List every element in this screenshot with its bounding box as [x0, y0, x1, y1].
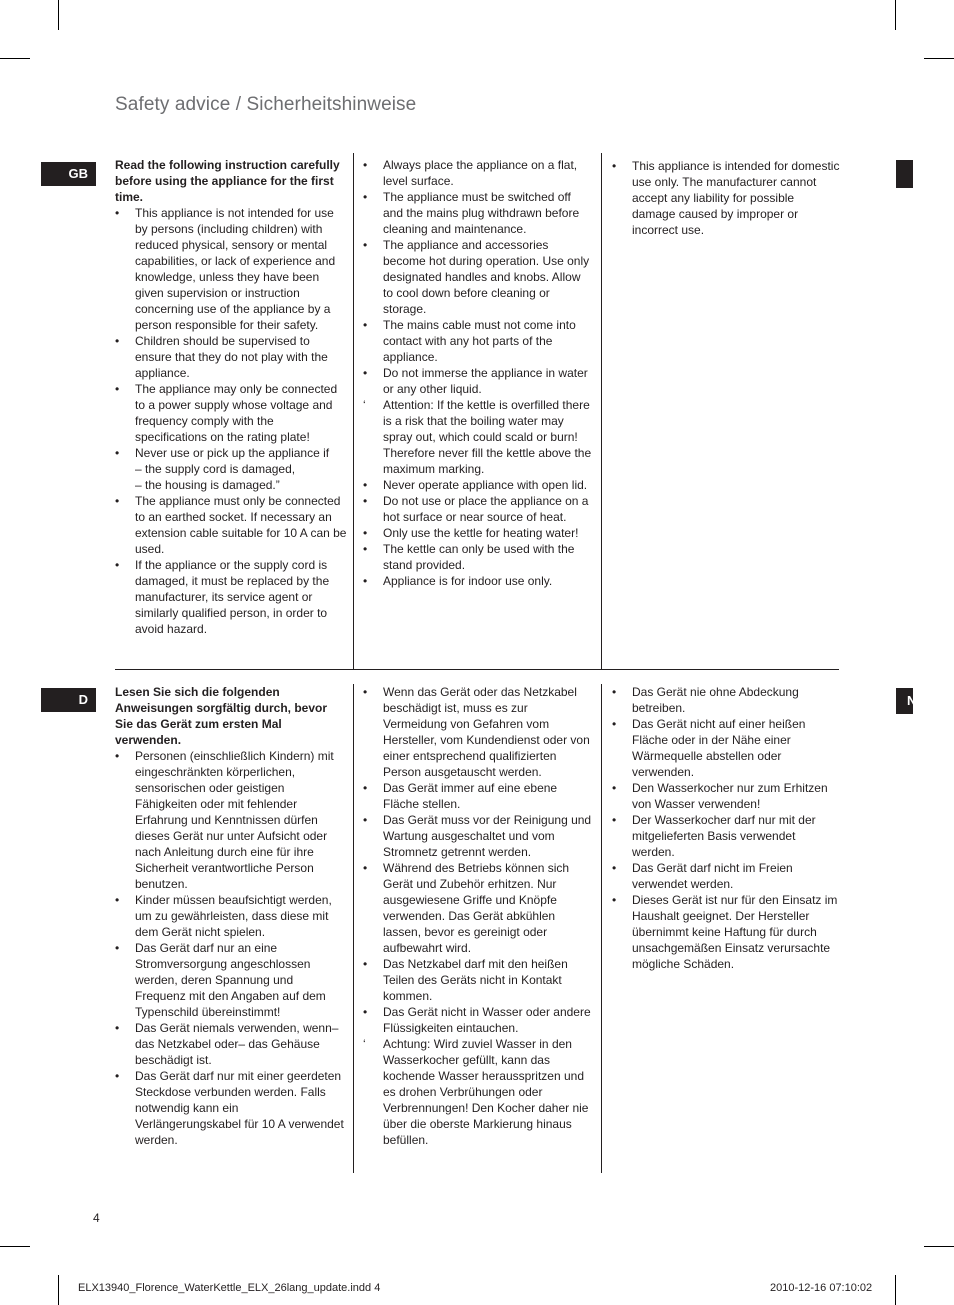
- list-item: [115, 892, 347, 940]
- list-item: [612, 158, 840, 238]
- crop-mark: [0, 58, 30, 59]
- list-item: [363, 157, 593, 189]
- list-item-text: Der Wasserkocher darf nur mit der mitgelieferten Basis verwendet werden.: [632, 813, 816, 859]
- list-item-text: This appliance is not intended for use by persons (including children) with reduced physical, sensory or mental capabilities, or lack of experience and knowledge, unless they have been given supervision or instruction concerning use of the appliance by a person responsible for their safety.: [135, 206, 336, 332]
- crop-mark: [58, 1275, 59, 1305]
- d-intro-heading: Lesen Sie sich die folgenden Anweisungen sorgfältig durch, bevor Sie das Gerät zum ersten Mal verwenden.: [115, 685, 328, 747]
- edge-tab-gb: [896, 160, 913, 188]
- list-item: [363, 573, 593, 589]
- list-item: [115, 940, 347, 1020]
- list-item: [363, 860, 593, 956]
- list-item-text: Das Gerät muss vor der Reinigung und Wartung ausgeschaltet und vom Stromnetz getrennt werden.: [383, 813, 592, 859]
- list-item: [363, 317, 593, 365]
- bullet-marker: •: [363, 781, 368, 795]
- bullet-marker: •: [363, 574, 368, 588]
- list-item-text: Das Gerät niemals verwenden, wenn– das Netzkabel oder– das Gehäuse beschädigt ist.: [135, 1021, 339, 1067]
- gb-column-3: [612, 158, 840, 238]
- gb-col3-list: [612, 158, 840, 238]
- list-item-text: Das Gerät immer auf eine ebene Fläche stellen.: [383, 781, 558, 811]
- list-item-text: Personen (einschließlich Kindern) mit eingeschränkten körperlichen, sensorischen oder geistigen Fähigkeiten oder mit fehlender Erfahrung und Kenntnissen dürfen dieses Gerät nur unter Aufsicht oder nach Anleitung durch eine für ihre Sicherheit verantwortliche Person benutzen.: [135, 749, 334, 891]
- bullet-marker: •: [363, 526, 368, 540]
- d-column-2: [363, 684, 593, 1148]
- bullet-marker: •: [363, 158, 368, 172]
- list-item: [115, 748, 347, 892]
- list-item: [363, 477, 593, 493]
- list-item: [612, 892, 840, 972]
- bullet-marker: ‘: [363, 398, 366, 412]
- list-item-text: Das Gerät nicht in Wasser oder andere Flüssigkeiten eintauchen.: [383, 1005, 591, 1035]
- list-item: [115, 1020, 347, 1068]
- list-item: [612, 684, 840, 716]
- list-item: [363, 956, 593, 1004]
- gb-col1-list: [115, 205, 347, 637]
- list-item-text: The appliance must only be connected to an earthed socket. If necessary an extension cable suitable for 10 A can be used.: [135, 494, 347, 556]
- d-column-1: [115, 684, 347, 1148]
- crop-mark: [0, 1246, 30, 1247]
- bullet-marker: •: [363, 861, 368, 875]
- bullet-marker: •: [115, 941, 120, 955]
- bullet-marker: •: [612, 893, 617, 907]
- bullet-marker: •: [115, 334, 120, 348]
- list-item-text: The kettle can only be used with the stand provided.: [383, 542, 575, 572]
- list-item-text: If the appliance or the supply cord is damaged, it must be replaced by the manufacturer, its service agent or similarly qualified person, in order to avoid hazard.: [135, 558, 330, 636]
- list-item-text: Während des Betriebs können sich Gerät und Zubehör erhitzen. Nur ausgewiesene Griffe und Knöpfe verwenden. Das Gerät abkühlen lassen, bevor es gereinigt oder aufbewahrt wird.: [383, 861, 570, 955]
- gb-col2-list: [363, 157, 593, 589]
- list-item-text: Wenn das Gerät oder das Netzkabel beschädigt ist, muss es zur Vermeidung von Gefahren vom Hersteller, vom Kundendienst oder von einer entsprechend qualifizierten Person ausgetauscht werden.: [383, 685, 590, 779]
- list-item-text: The mains cable must not come into contact with any hot parts of the appliance.: [383, 318, 576, 364]
- section-divider: [115, 669, 839, 670]
- list-item-text: Do not immerse the appliance in water or any other liquid.: [383, 366, 588, 396]
- list-item-text: Das Gerät darf nur an eine Stromversorgung angeschlossen werden, deren Spannung und Frequenz mit den Angaben auf dem Typenschild übereinstimmt!: [135, 941, 326, 1019]
- list-item: [612, 860, 840, 892]
- crop-mark: [895, 1275, 896, 1305]
- bullet-marker: •: [612, 861, 617, 875]
- list-item-text: Das Gerät nicht auf einer heißen Fläche oder in der Nähe einer Wärmequelle abstellen oder verwenden.: [632, 717, 806, 779]
- language-badge-gb: GB: [41, 162, 96, 186]
- bullet-marker: •: [363, 1005, 368, 1019]
- list-item-text: The appliance and accessories become hot during operation. Use only designated handles and knobs. Allow to cool down before cleaning or storage.: [383, 238, 590, 316]
- list-item-text: Das Netzkabel darf mit den heißen Teilen des Geräts nicht in Kontakt kommen.: [383, 957, 568, 1003]
- bullet-marker: •: [363, 366, 368, 380]
- list-item-text: Kinder müssen beaufsichtigt werden, um zu gewährleisten, dass diese mit dem Gerät nicht spielen.: [135, 893, 332, 939]
- d-col3-list: [612, 684, 840, 972]
- list-item-text: The appliance may only be connected to a power supply whose voltage and frequency comply with the specifications on the rating plate!: [135, 382, 338, 444]
- d-col1-list: [115, 748, 347, 1148]
- list-item-text: Do not use or place the appliance on a hot surface or near source of heat.: [383, 494, 589, 524]
- list-item: [363, 365, 593, 397]
- bullet-marker: •: [363, 685, 368, 699]
- list-item-text: Dieses Gerät ist nur für den Einsatz im Haushalt geeignet. Der Hersteller übernimmt keine Haftung für durch unsachgemäßen Einsatz verursachte mögliche Schäden.: [632, 893, 838, 971]
- bullet-marker: •: [363, 542, 368, 556]
- bullet-marker: •: [115, 893, 120, 907]
- list-item-text: Children should be supervised to ensure that they do not play with the appliance.: [135, 334, 328, 380]
- gb-intro-heading: Read the following instruction carefully before using the appliance for the first time.: [115, 158, 340, 204]
- list-item: [612, 780, 840, 812]
- language-badge-d: D: [41, 688, 96, 712]
- bullet-marker: •: [363, 478, 368, 492]
- crop-mark: [924, 1246, 954, 1247]
- crop-mark: [924, 58, 954, 59]
- bullet-marker: •: [363, 190, 368, 204]
- gb-column-1: [115, 157, 347, 637]
- list-item-text: Das Gerät darf nicht im Freien verwendet werden.: [632, 861, 793, 891]
- bullet-marker: •: [115, 446, 120, 460]
- list-item-text: Never use or pick up the appliance if – the supply cord is damaged, – the housing is damaged.”: [135, 446, 330, 492]
- bullet-marker: •: [115, 206, 120, 220]
- bullet-marker: •: [115, 1021, 120, 1035]
- bullet-marker: •: [612, 717, 617, 731]
- bullet-marker: •: [115, 494, 120, 508]
- list-item: [363, 397, 593, 477]
- column-divider: [601, 684, 602, 1173]
- column-divider: [601, 153, 602, 669]
- list-item-text: The appliance must be switched off and the mains plug withdrawn before cleaning and maintenance.: [383, 190, 580, 236]
- column-divider: [353, 684, 354, 1173]
- bullet-marker: •: [612, 813, 617, 827]
- list-item: [115, 493, 347, 557]
- list-item: [363, 525, 593, 541]
- list-item-text: Attention: If the kettle is overfilled there is a risk that the boiling water may spray out, which could scald or burn! Therefore never fill the kettle above the maximum marking.: [383, 398, 592, 476]
- list-item: [115, 333, 347, 381]
- bullet-marker: •: [363, 494, 368, 508]
- bullet-marker: •: [115, 382, 120, 396]
- page-number: 4: [93, 1211, 100, 1225]
- bullet-marker: •: [115, 749, 120, 763]
- footer-filename: ELX13940_Florence_WaterKettle_ELX_26lang_update.indd 4: [78, 1282, 381, 1294]
- bullet-marker: •: [115, 1069, 120, 1083]
- list-item: [363, 1036, 593, 1148]
- bullet-marker: •: [363, 813, 368, 827]
- list-item: [363, 812, 593, 860]
- list-item: [115, 381, 347, 445]
- list-item: [363, 684, 593, 780]
- list-item: [115, 205, 347, 333]
- list-item: [115, 445, 347, 493]
- list-item-text: Appliance is for indoor use only.: [383, 574, 553, 588]
- list-item: [363, 541, 593, 573]
- list-item: [363, 237, 593, 317]
- list-item: [363, 493, 593, 525]
- list-item: [612, 812, 840, 860]
- list-item: [612, 716, 840, 780]
- crop-mark: [895, 0, 896, 30]
- bullet-marker: •: [612, 159, 617, 173]
- list-item-text: This appliance is intended for domestic use only. The manufacturer cannot accept any liability for possible damage caused by improper or incorrect use.: [632, 159, 840, 237]
- bullet-marker: •: [612, 685, 617, 699]
- d-column-3: [612, 684, 840, 972]
- list-item-text: Always place the appliance on a flat, level surface.: [383, 158, 578, 188]
- edge-tab-d: N: [896, 688, 913, 714]
- list-item: [363, 189, 593, 237]
- bullet-marker: •: [363, 238, 368, 252]
- list-item: [115, 557, 347, 637]
- d-col2-list: [363, 684, 593, 1148]
- list-item: [363, 780, 593, 812]
- column-divider: [353, 153, 354, 669]
- list-item-text: Das Gerät nie ohne Abdeckung betreiben.: [632, 685, 799, 715]
- crop-mark: [58, 0, 59, 30]
- list-item-text: Only use the kettle for heating water!: [383, 526, 579, 540]
- bullet-marker: •: [612, 781, 617, 795]
- footer-timestamp: 2010-12-16 07:10:02: [770, 1282, 873, 1294]
- list-item: [115, 1068, 347, 1148]
- list-item-text: Den Wasserkocher nur zum Erhitzen von Wasser verwenden!: [632, 781, 828, 811]
- gb-column-2: [363, 157, 593, 589]
- list-item-text: Achtung: Wird zuviel Wasser in den Wasserkocher gefüllt, kann das kochende Wasser herausspritzen und es drohen Verbrühungen oder Verbrennungen! Den Kocher daher nie über die oberste Markierung hinaus befüllen.: [383, 1037, 589, 1147]
- bullet-marker: •: [363, 957, 368, 971]
- list-item: [363, 1004, 593, 1036]
- bullet-marker: •: [115, 558, 120, 572]
- list-item-text: Never operate appliance with open lid.: [383, 478, 588, 492]
- bullet-marker: •: [363, 318, 368, 332]
- page-title: Safety advice / Sicherheitshinweise: [115, 94, 417, 115]
- list-item-text: Das Gerät darf nur mit einer geerdeten Steckdose verbunden werden. Falls notwendig kann ein Verlängerungskabel für 10 A verwendet werden.: [135, 1069, 344, 1147]
- bullet-marker: ‘: [363, 1037, 366, 1051]
